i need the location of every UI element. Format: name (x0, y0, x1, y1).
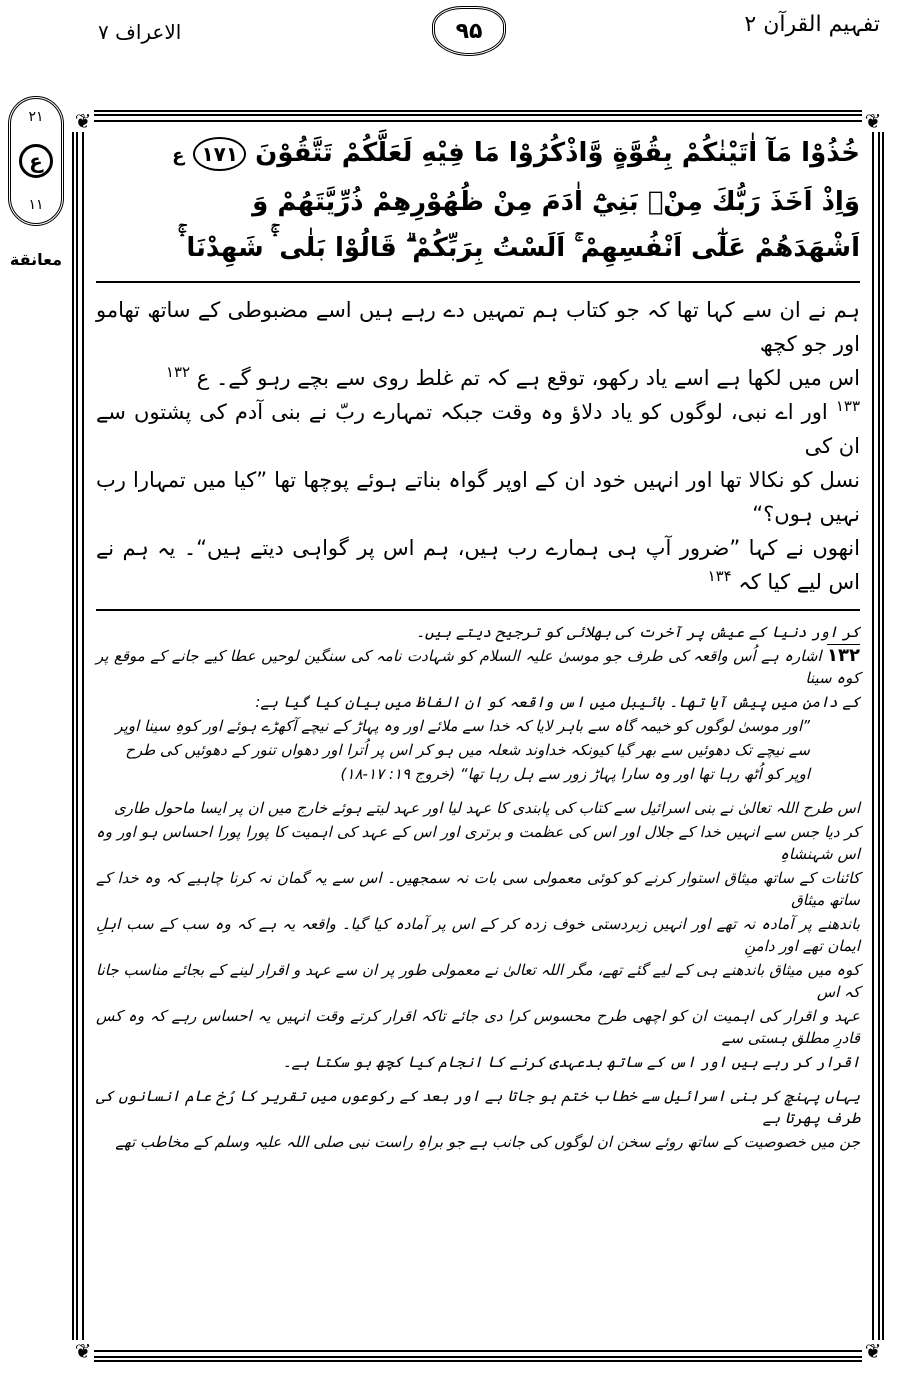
page-content (96, 130, 860, 1153)
translation-line (96, 531, 860, 599)
arabic-text: خُذُوْا مَآ اٰتَيْنٰكُمْ بِقُوَّةٍ وَّاذْكُرُوْا مَا فِيْهِ لَعَلَّكُمْ تَتَّقُوْنَ (255, 138, 860, 168)
arabic-line-3: اَشْهَدَهُمْ عَلٰٓى اَنْفُسِهِمْ ۚ اَلَسْتُ بِرَبِّكُمْ ۗ قَالُوْا بَلٰى ۛۚ شَهِدْنَا ۛۚ (179, 233, 860, 263)
page-number: ۹۵ (455, 18, 483, 44)
ruku-mark: ع (172, 145, 185, 166)
arabic-line-2: وَاِذْ اَخَذَ رَبُّكَ مِنْۢ بَنِيْٓ اٰدَمَ مِنْ ظُهُوْرِهِمْ ذُرِّيَّتَهُمْ وَ (252, 187, 860, 217)
quote-line: ”اور موسیٰ لوگوں کو خیمہ گاہ سے باہر لایا کہ خدا سے ملائے اور وہ پہاڑ کے نیچے آکھڑے ہوئے اور کوہِ سینا اوپر (115, 717, 810, 735)
footnote-line: اس طرح اللہ تعالیٰ نے بنی اسرائیل سے کتاب کی پابندی کا عہد لیا اور عہد لیتے ہوئے خارج میں ان پر ایسا ماحول طاری (113, 799, 860, 817)
ruku-marker (8, 96, 64, 226)
quote-line: اوپر کو اُٹھ رہا تھا اور وہ سارا پہاڑ زور سے ہل رہا تھا“ (خروج ۱۹: ۱۷-۱۸) (340, 765, 810, 783)
book-title: تفہیم القرآن ۲ (744, 12, 880, 37)
footnote-ref: ۱۳۴ (707, 567, 732, 585)
translation-line (96, 395, 860, 463)
corner-ornament-icon: ❦ (72, 110, 94, 132)
translation-line (96, 361, 860, 395)
footnote-ref: ۱۳۳ (835, 397, 860, 415)
page-number-ornament (432, 6, 506, 56)
ruku-symbol: ع (19, 144, 53, 178)
arabic-line-1 (96, 130, 860, 179)
footnote-divider (96, 609, 860, 611)
footnote-line: یہاں پہنچ کر بنی اسرائیل سے خطاب ختم ہو جاتا ہے اور بعد کے رکوعوں میں تقریر کا رُخ عام انسانوں کی طرف پھرتا ہے (96, 1087, 860, 1127)
spacer (96, 787, 860, 797)
translation-line: ہم نے ان سے کہا تھا کہ جو کتاب ہم تمہیں دے رہے ہیں اسے مضبوطی کے ساتھ تھامو اور جو کچھ (96, 298, 860, 356)
muanaqa-mark: معانقة (9, 250, 63, 269)
translation-text: انھوں نے کہا ”ضرور آپ ہی ہمارے رب ہیں، ہم اس پر گواہی دیتے ہیں“۔ یہ ہم نے اس لیے کیا کہ (96, 536, 860, 594)
section-divider (96, 281, 860, 283)
corner-ornament-icon: ❦ (862, 1340, 884, 1362)
corner-ornament-icon: ❦ (72, 1340, 94, 1362)
footnote-line: کوہ میں میثاق باندھنے ہی کے لیے گئے تھے، مگر اللہ تعالیٰ نے معمولی طور پر ان سے عہد و اقرار لینے کے بجائے مناسب جانا کہ اس (96, 961, 860, 1001)
translation-text: اس میں لکھا ہے اسے یاد رکھو، توقع ہے کہ تم غلط روی سے بچے رہو گے۔ ع (196, 366, 860, 390)
footnote-line: جن میں خصوصیت کے ساتھ روئے سخن ان لوگوں کی جانب ہے جو براہِ راست نبی صلی اللہ علیہ وسلم کے مخاطب تھے (115, 1133, 860, 1151)
spacer (96, 1075, 860, 1085)
page-border-frame (72, 110, 884, 1362)
footnote-line (96, 645, 860, 689)
footnote-line: کے دامن میں پیش آیا تھا۔ بائیبل میں اس واقعہ کو ان الفاظ میں بیان کیا گیا ہے: (255, 693, 860, 711)
translation-text: اور اے نبی، لوگوں کو یاد دلاؤ وہ وقت جبکہ تمہارے ربّ نے بنی آدم کی پشتوں سے ان کی (96, 400, 860, 458)
footnote-line: اقرار کر رہے ہیں اور اس کے ساتھ بدعہدی کرنے کا انجام کیا کچھ ہو سکتا ہے۔ (282, 1053, 860, 1071)
surah-name: الاعراف ۷ (98, 20, 182, 44)
footnote-line: باندھنے پر آمادہ نہ تھے اور انہیں زبردستی خوف زدہ کر کے اس پر آمادہ کیا گیا۔ واقعہ یہ ہے کہ وہ سب کے سب اہلِ ایمان تھے اور دامنِ (96, 915, 860, 955)
footnote-line: کائنات کے ساتھ میثاق استوار کرنے کو کوئی معمولی سی بات نہ سمجھیں۔ اس سے یہ گمان نہ کرنا چاہیے کہ وہ خدا کے ساتھ میثاق (96, 869, 860, 909)
translation-line: نسل کو نکالا تھا اور انہیں خود ان کے اوپر گواہ بناتے ہوئے پوچھا تھا ”کیا میں تمہارا رب نہیں ہوں؟“ (96, 468, 860, 526)
footnote-text: اشارہ ہے اُس واقعہ کی طرف جو موسیٰ علیہ السلام کو شہادت نامہ کی سنگین لوحیں عطا کیے جانے کے موقع پر کوہ سینا (96, 647, 860, 687)
footnote-line: عہد و اقرار کی اہمیت ان کو اچھی طرح محسوس کرا دی جائے تاکہ اقرار کرتے وقت انہیں یہ احساس رہے کہ وہ کس قادرِ مطلق ہستی سے (96, 1007, 860, 1047)
ayah-number: ۱۷۱ (193, 137, 246, 171)
footnote-ref: ۱۳۲ (165, 363, 191, 381)
footnote-number: ۱۳۲ (827, 645, 860, 666)
footnote-line: کر دیا جس سے انہیں خدا کے جلال اور اس کی عظمت و برتری اور اس کے عہد کی اہمیت کا پورا پورا احساس ہو اور وہ اس شہنشاہِ (96, 823, 860, 863)
ruku-top-number: ۲۱ (28, 108, 44, 125)
quote-line: سے نیچے تک دھوئیں سے بھر گیا کیونکہ خداوند شعلہ میں ہو کر اس پر اُترا اور دھواں تنور کے دھوئیں کی طرح (125, 741, 810, 759)
corner-ornament-icon: ❦ (862, 110, 884, 132)
ruku-bottom-number: ۱۱ (28, 197, 44, 214)
footnote-continuation: کر اور دنیا کے عیش پر آخرت کی بھلائی کو ترجیح دیتے ہیں۔ (416, 623, 860, 641)
